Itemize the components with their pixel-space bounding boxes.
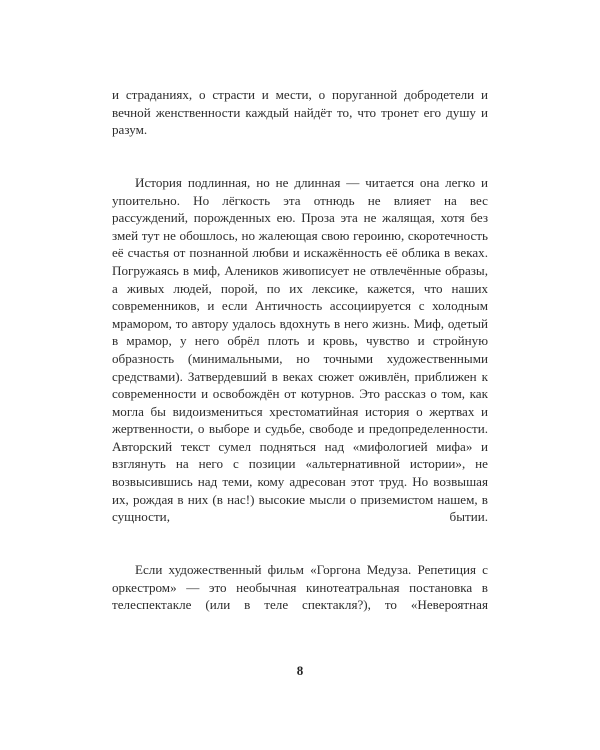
page-number: 8 [296, 663, 304, 678]
paragraph-2: История подлинная, но не длинная — читается она легко и упоительно. Но лёгкость эта отнюдь не влияет на вес рассуждений, порожденных ею. Проза эта не жалящая, хотя без змей тут не обошлось, но жалеющая свою героиню, скоротечность её счастья от познанной любви и искажённость её облика в веках. Погружаясь в миф, Алеников живописует не отвлечённые образы, а живых людей, порой, по их лексике, кажется, что наших современников, и если Античность ассоциируется с холодным мрамором, то автору удалось вдохнуть в него жизнь. Миф, одетый в мрамор, у него обрёл плоть и кровь, чувство и стройную образность (минимальными, но точными художественными средствами). Затвердевший в веках сюжет оживлён, приближен к современности и освобождён от котурнов. Это рассказ о том, как могла бы видоизмениться хрестоматийная история о жертвах и жертвенности, о выборе и судьбе, свободе и предопределенности. Авторский текст сумел подняться над «мифологией мифа» и взглянуть на него с позиции «альтернативной истории», не возвысившись над теми, кому адресован этот труд. Но возвышая их, рождая в них (в нас!) высокие мысли о приземистом нашем, в сущности, бытии. [112, 174, 488, 525]
page-text-block [112, 86, 488, 631]
paragraph-1: и страданиях, о страсти и мести, о поруганной добродетели и вечной женственности каждый найдёт то, что тронет его душу и разум. [112, 87, 488, 138]
paragraph-3: Если художественный фильм «Горгона Медуза. Репетиция с оркестром» — это необычная кинотеатральная постановка в телеспектакле (или в теле спектакля?), то «Невероятная [112, 562, 488, 613]
